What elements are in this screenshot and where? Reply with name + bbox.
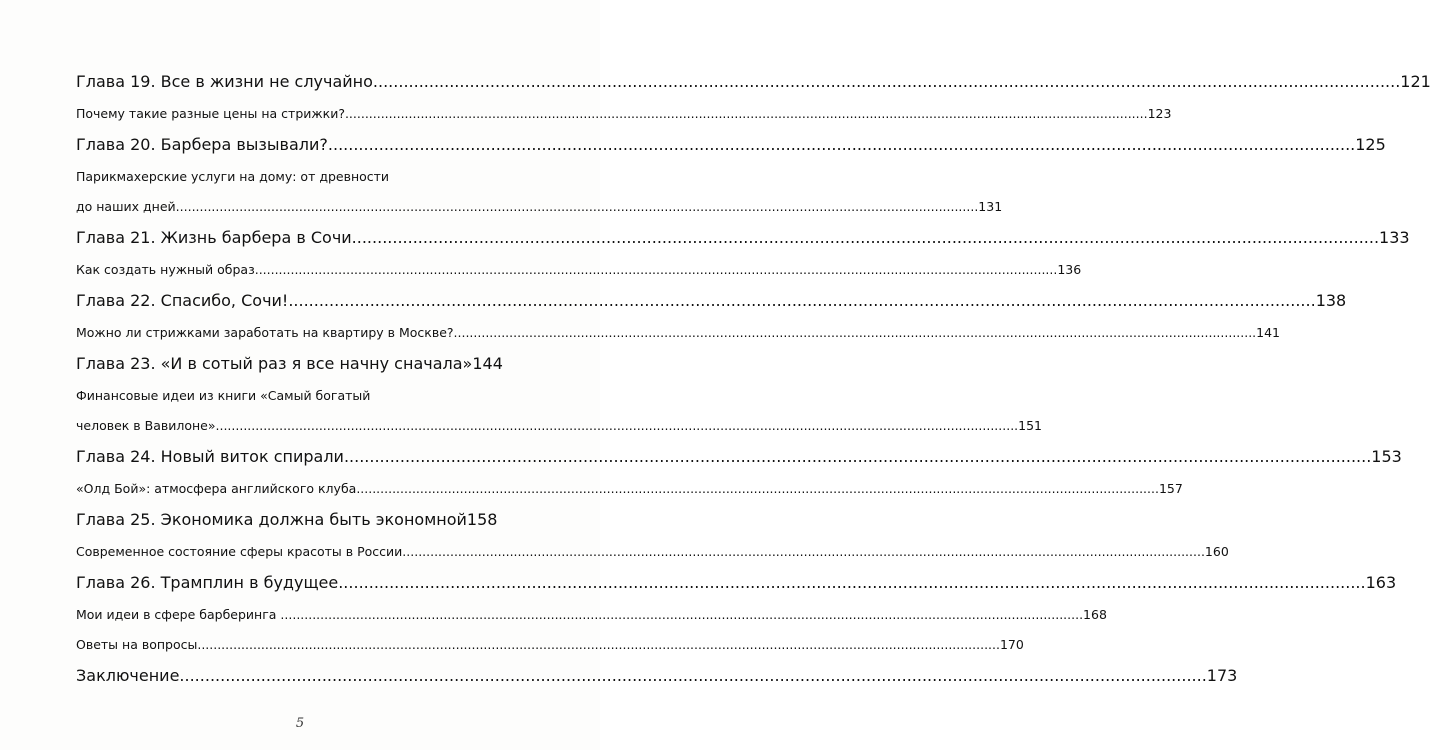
toc-entry-title: Почему такие разные цены на стрижки?	[76, 106, 345, 121]
toc-entry-page: 170	[999, 637, 1024, 652]
toc-subsection	[76, 481, 1183, 497]
dot-leader	[338, 573, 1365, 593]
dot-leader	[197, 637, 1000, 653]
toc-entry-page: 151	[1018, 418, 1042, 433]
dot-leader	[344, 447, 1371, 467]
toc-entry-title: до наших дней	[76, 199, 176, 214]
toc-entry-page: 144	[472, 354, 503, 373]
dot-leader	[454, 325, 1257, 341]
toc-subsection	[76, 262, 1082, 278]
dot-leader	[345, 106, 1148, 122]
toc-entry-title: Глава 23. «И в сотый раз я все начну сначала»	[76, 354, 473, 373]
toc-chapter-19	[76, 72, 1431, 92]
dot-leader	[373, 72, 1400, 92]
toc-entry-title: человек в Вавилоне»	[76, 418, 216, 433]
toc-entry-title-line1: Парикмахерские услуги на дому: от древности	[76, 169, 390, 184]
dot-leader	[280, 607, 1083, 623]
toc-subsection	[76, 388, 1042, 434]
toc-entry-title: Можно ли стрижками заработать на квартиру в Москве?	[76, 325, 454, 340]
toc-subsection	[76, 544, 1229, 560]
toc-entry-page: 123	[1147, 106, 1172, 121]
toc-entry-page: 131	[978, 199, 1003, 214]
toc-entry-title: Глава 21. Жизнь барбера в Сочи	[76, 228, 352, 247]
toc-entry-title: Заключение	[76, 666, 180, 685]
toc-entry-title: «Олд Бой»: атмосфера английского клуба	[76, 481, 357, 496]
toc-subsection	[76, 325, 1281, 341]
dot-leader	[402, 544, 1205, 560]
toc-entry-title: Глава 25. Экономика должна быть экономной	[76, 510, 467, 529]
toc-subsection	[76, 607, 1107, 623]
toc-entry-page: 173	[1206, 666, 1238, 685]
toc-chapter-26	[76, 573, 1397, 593]
toc-entry-page: 141	[1256, 325, 1281, 340]
toc-entry-page: 158	[466, 510, 498, 529]
toc-chapter-20	[76, 135, 1386, 155]
toc-entry-title: Глава 24. Новый виток спирали	[76, 447, 344, 466]
toc-entry-title: Глава 26. Трамплин в будущее	[76, 573, 339, 592]
dot-leader	[216, 418, 1019, 434]
dot-leader	[356, 481, 1159, 497]
toc-entry-page: 121	[1400, 72, 1431, 91]
table-of-contents	[76, 72, 1431, 686]
toc-entry-page: 125	[1355, 135, 1386, 154]
toc-entry-page: 168	[1083, 607, 1107, 622]
toc-chapter-21	[76, 228, 1410, 248]
toc-entry-title: Как создать нужный образ	[76, 262, 255, 277]
toc-entry-title-line1: Финансовые идеи из книги «Самый богатый	[76, 388, 371, 403]
toc-chapter-23	[76, 354, 503, 374]
toc-entry-title: Современное состояние сферы красоты в России	[76, 544, 403, 559]
dot-leader	[328, 135, 1355, 155]
toc-entry-title: Глава 20. Барбера вызывали?	[76, 135, 328, 154]
toc-entry-page: 138	[1315, 291, 1347, 310]
toc-entry-title: Оветы на вопросы	[76, 637, 198, 652]
toc-entry-page: 163	[1365, 573, 1397, 592]
dot-leader	[179, 666, 1206, 686]
toc-subsection	[76, 106, 1172, 122]
toc-entry-page: 160	[1204, 544, 1229, 559]
toc-subsection	[76, 169, 1003, 215]
toc-chapter-25	[76, 510, 496, 530]
page-number: 5	[295, 716, 305, 731]
dot-leader	[352, 228, 1379, 248]
toc-entry-page: 157	[1158, 481, 1183, 496]
toc-chapter-24	[76, 447, 1402, 467]
toc-entry-page: 133	[1379, 228, 1410, 247]
toc-entry-page: 136	[1057, 262, 1082, 277]
toc-entry-title: Глава 19. Все в жизни не случайно	[76, 72, 373, 91]
toc-entry-title: Мои идеи в сфере барберинга	[76, 607, 281, 622]
toc-chapter-22	[76, 291, 1347, 311]
dot-leader	[176, 199, 979, 215]
dot-leader	[288, 291, 1315, 311]
toc-entry-title: Глава 22. Спасибо, Сочи!	[76, 291, 289, 310]
dot-leader	[255, 262, 1058, 278]
toc-subsection	[76, 637, 1024, 653]
toc-conclusion	[76, 666, 1238, 686]
toc-entry-page: 153	[1371, 447, 1402, 466]
